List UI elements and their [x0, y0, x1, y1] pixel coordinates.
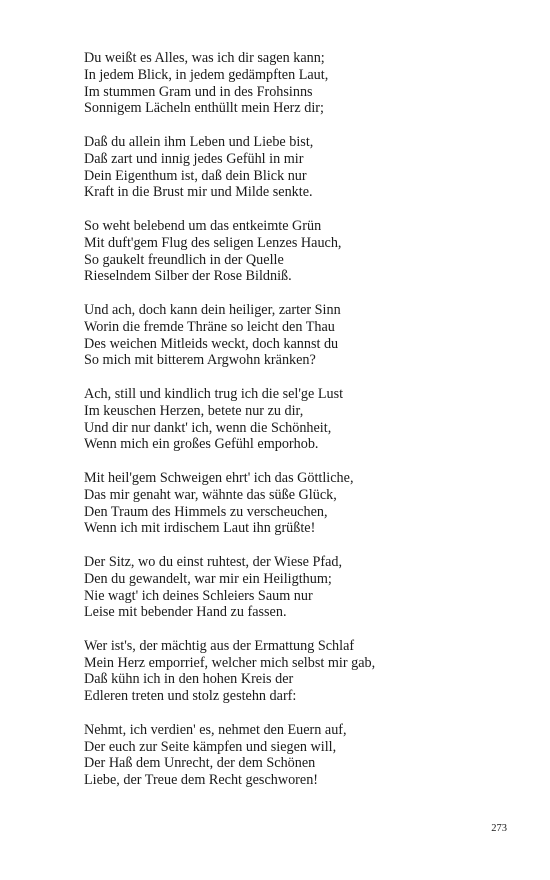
poem-line: So weht belebend um das entkeimte Grün [84, 217, 322, 234]
poem-line: Daß zart und innig jedes Gefühl in mir [84, 150, 304, 167]
poem-line: Der euch zur Seite kämpfen und siegen will, [84, 738, 337, 755]
poem-line: Worin die fremde Thräne so leicht den Thau [84, 318, 335, 335]
stanza [84, 218, 524, 285]
poem-line: Im keuschen Herzen, betete nur zu dir, [84, 402, 304, 419]
poem-line: Edleren treten und stolz gestehn darf: [84, 688, 297, 705]
poem-line: Sonnigem Lächeln enthüllt mein Herz dir; [84, 100, 324, 117]
poem-line: Nie wagt' ich deines Schleiers Saum nur [84, 587, 313, 604]
stanza [84, 50, 524, 117]
poem-line: Mit duft'gem Flug des seligen Lenzes Hauch, [84, 234, 342, 251]
poem-text [84, 50, 524, 806]
poem-line: Leise mit bebender Hand zu fassen. [84, 604, 287, 621]
poem-line: Nehmt, ich verdien' es, nehmet den Euern auf, [84, 721, 347, 738]
poem-line: Mein Herz emporrief, welcher mich selbst mir gab, [84, 654, 376, 671]
stanza [84, 302, 524, 369]
poem-line: Liebe, der Treue dem Recht geschworen! [84, 772, 319, 789]
poem-line: Das mir genaht war, wähnte das süße Glück, [84, 486, 337, 503]
poem-line: Den du gewandelt, war mir ein Heiligthum; [84, 570, 332, 587]
poem-line: Wenn mich ein großes Gefühl emporhob. [84, 436, 319, 453]
poem-line: Den Traum des Himmels zu verscheuchen, [84, 503, 328, 520]
poem-line: Im stummen Gram und in des Frohsinns [84, 83, 313, 100]
poem-line: Ach, still und kindlich trug ich die sel'ge Lust [84, 385, 344, 402]
poem-line: In jedem Blick, in jedem gedämpften Laut, [84, 66, 329, 83]
poem-line: Und dir nur dankt' ich, wenn die Schönheit, [84, 419, 332, 436]
poem-line: Kraft in die Brust mir und Milde senkte. [84, 184, 313, 201]
page-number: 273 [491, 823, 507, 834]
poem-line: Rieselndem Silber der Rose Bildniß. [84, 268, 292, 285]
stanza [84, 638, 524, 705]
poem-line: So gaukelt freundlich in der Quelle [84, 251, 284, 268]
poem-line: Daß kühn ich in den hohen Kreis der [84, 671, 294, 688]
poem-line: Wenn ich mit irdischem Laut ihn grüßte! [84, 520, 316, 537]
poem-line: So mich mit bitterem Argwohn kränken? [84, 352, 316, 369]
stanza [84, 386, 524, 453]
poem-line: Du weißt es Alles, was ich dir sagen kann; [84, 50, 325, 66]
poem-line: Und ach, doch kann dein heiliger, zarter Sinn [84, 301, 341, 318]
poem-line: Dein Eigenthum ist, daß dein Blick nur [84, 167, 307, 184]
poem-line: Der Haß dem Unrecht, der dem Schönen [84, 755, 316, 772]
stanza [84, 134, 524, 201]
stanza [84, 554, 524, 621]
poem-line: Der Sitz, wo du einst ruhtest, der Wiese Pfad, [84, 553, 343, 570]
poem-line: Daß du allein ihm Leben und Liebe bist, [84, 133, 314, 150]
stanza [84, 722, 524, 789]
stanza [84, 470, 524, 537]
poem-line: Wer ist's, der mächtig aus der Ermattung Schlaf [84, 637, 355, 654]
poem-line: Mit heil'gem Schweigen ehrt' ich das Göttliche, [84, 469, 354, 486]
poem-line: Des weichen Mitleids weckt, doch kannst du [84, 335, 339, 352]
